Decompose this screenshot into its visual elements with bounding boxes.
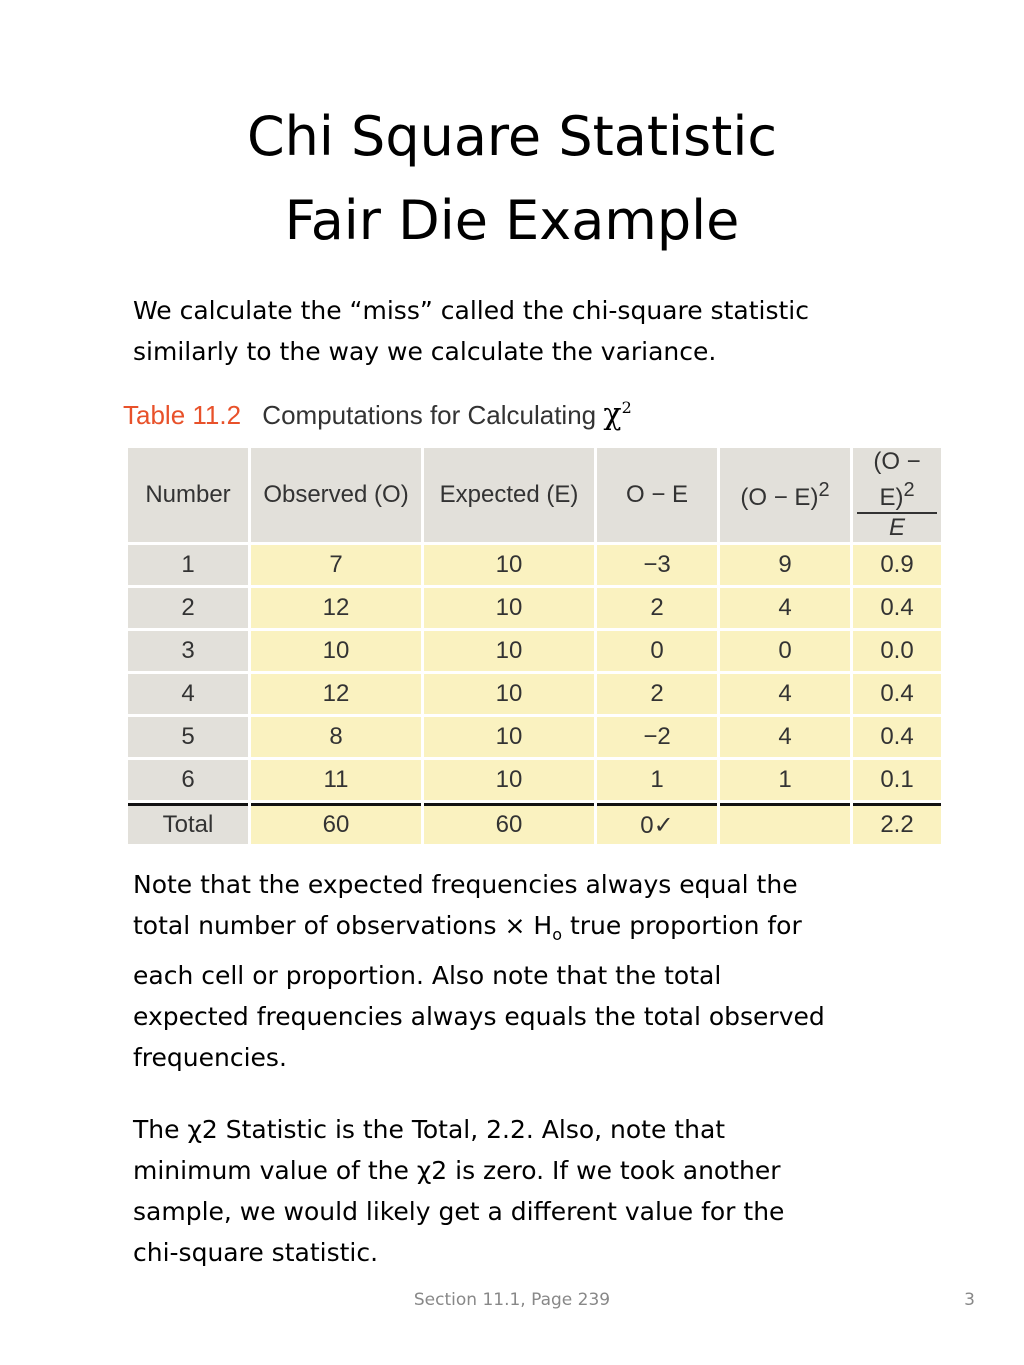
header-number: Number: [128, 448, 248, 542]
cell-expected: 10: [424, 545, 594, 585]
note-line-1: Note that the expected frequencies always equal the: [133, 870, 798, 899]
computations-table: [125, 445, 944, 847]
table-total-row: [128, 803, 941, 844]
slide-title: [0, 95, 1024, 263]
total-cell-o-minus-e-squared: [720, 803, 850, 844]
total-cell-o-minus-e: 0✓: [597, 803, 717, 844]
table-caption-text: Computations for Calculating: [262, 400, 597, 430]
cell-number: 1: [128, 545, 248, 585]
table-row: [128, 545, 941, 585]
table-number: Table 11.2: [123, 400, 242, 430]
chi-symbol: $\chi^2$: [603, 397, 632, 432]
total-cell-contribution: 2.2: [853, 803, 941, 844]
footer-section-reference: Section 11.1, Page 239: [413, 1290, 611, 1310]
cell-expected: 10: [424, 717, 594, 757]
cell-contribution: 0.9: [853, 545, 941, 585]
title-line-1: Chi Square Statistic: [246, 105, 778, 168]
header-chi-contribution: $\frac{(O - E)^2}{E}$: [853, 448, 941, 542]
intro-line-2: similarly to the way we calculate the variance.: [133, 337, 717, 366]
cell-o-minus-e: 2: [597, 588, 717, 628]
cell-o-minus-e: 2: [597, 674, 717, 714]
cell-number: 3: [128, 631, 248, 671]
page-number: 3: [964, 1290, 975, 1310]
intro-line-1: We calculate the “miss” called the chi-square statistic: [133, 296, 809, 325]
total-cell-observed: 60: [251, 803, 421, 844]
statistic-paragraph: [133, 1109, 933, 1273]
header-expected: Expected (E): [424, 448, 594, 542]
cell-number: 4: [128, 674, 248, 714]
cell-o-minus-e-squared: 9: [720, 545, 850, 585]
note-line-5: frequencies.: [133, 1043, 287, 1072]
cell-expected: 10: [424, 631, 594, 671]
intro-paragraph: [133, 290, 933, 372]
header-o-minus-e-squared: $(O - E)^2$: [720, 448, 850, 542]
stat-line-4: chi-square statistic.: [133, 1238, 379, 1267]
cell-expected: 10: [424, 760, 594, 800]
header-observed: Observed (O): [251, 448, 421, 542]
cell-contribution: 0.1: [853, 760, 941, 800]
cell-o-minus-e: 1: [597, 760, 717, 800]
cell-o-minus-e-squared: 0: [720, 631, 850, 671]
cell-contribution: 0.4: [853, 717, 941, 757]
stat-line-3: sample, we would likely get a different value for the: [133, 1197, 785, 1226]
table-row: [128, 674, 941, 714]
stat-line-2: minimum value of the χ2 is zero. If we took another: [133, 1156, 781, 1185]
cell-number: 2: [128, 588, 248, 628]
cell-number: 6: [128, 760, 248, 800]
title-line-2: Fair Die Example: [284, 189, 740, 252]
cell-o-minus-e: −3: [597, 545, 717, 585]
table-row: [128, 631, 941, 671]
cell-o-minus-e-squared: 4: [720, 674, 850, 714]
cell-observed: 10: [251, 631, 421, 671]
table-row: [128, 588, 941, 628]
cell-observed: 11: [251, 760, 421, 800]
cell-observed: 8: [251, 717, 421, 757]
cell-expected: 10: [424, 674, 594, 714]
cell-observed: 12: [251, 588, 421, 628]
note-line-4: expected frequencies always equals the total observed: [133, 1002, 825, 1031]
cell-contribution: 0.0: [853, 631, 941, 671]
cell-o-minus-e-squared: 1: [720, 760, 850, 800]
note-paragraph: [133, 864, 933, 1078]
header-o-minus-e: O − E: [597, 448, 717, 542]
table-row: [128, 717, 941, 757]
total-cell-expected: 60: [424, 803, 594, 844]
table-header-row: [128, 448, 941, 542]
table-row: [128, 760, 941, 800]
cell-number: 5: [128, 717, 248, 757]
cell-o-minus-e-squared: 4: [720, 588, 850, 628]
cell-contribution: 0.4: [853, 674, 941, 714]
cell-o-minus-e: −2: [597, 717, 717, 757]
cell-o-minus-e: 0: [597, 631, 717, 671]
cell-expected: 10: [424, 588, 594, 628]
note-line-2: total number of observations × $H_o$ true proportion for: [133, 911, 802, 944]
cell-o-minus-e-squared: 4: [720, 717, 850, 757]
cell-contribution: 0.4: [853, 588, 941, 628]
stat-line-1: The χ2 Statistic is the Total, 2.2. Also, note that: [133, 1115, 726, 1144]
table-caption: [123, 388, 632, 435]
cell-observed: 12: [251, 674, 421, 714]
total-label: Total: [128, 803, 248, 844]
cell-observed: 7: [251, 545, 421, 585]
note-line-3: each cell or proportion. Also note that the total: [133, 961, 722, 990]
